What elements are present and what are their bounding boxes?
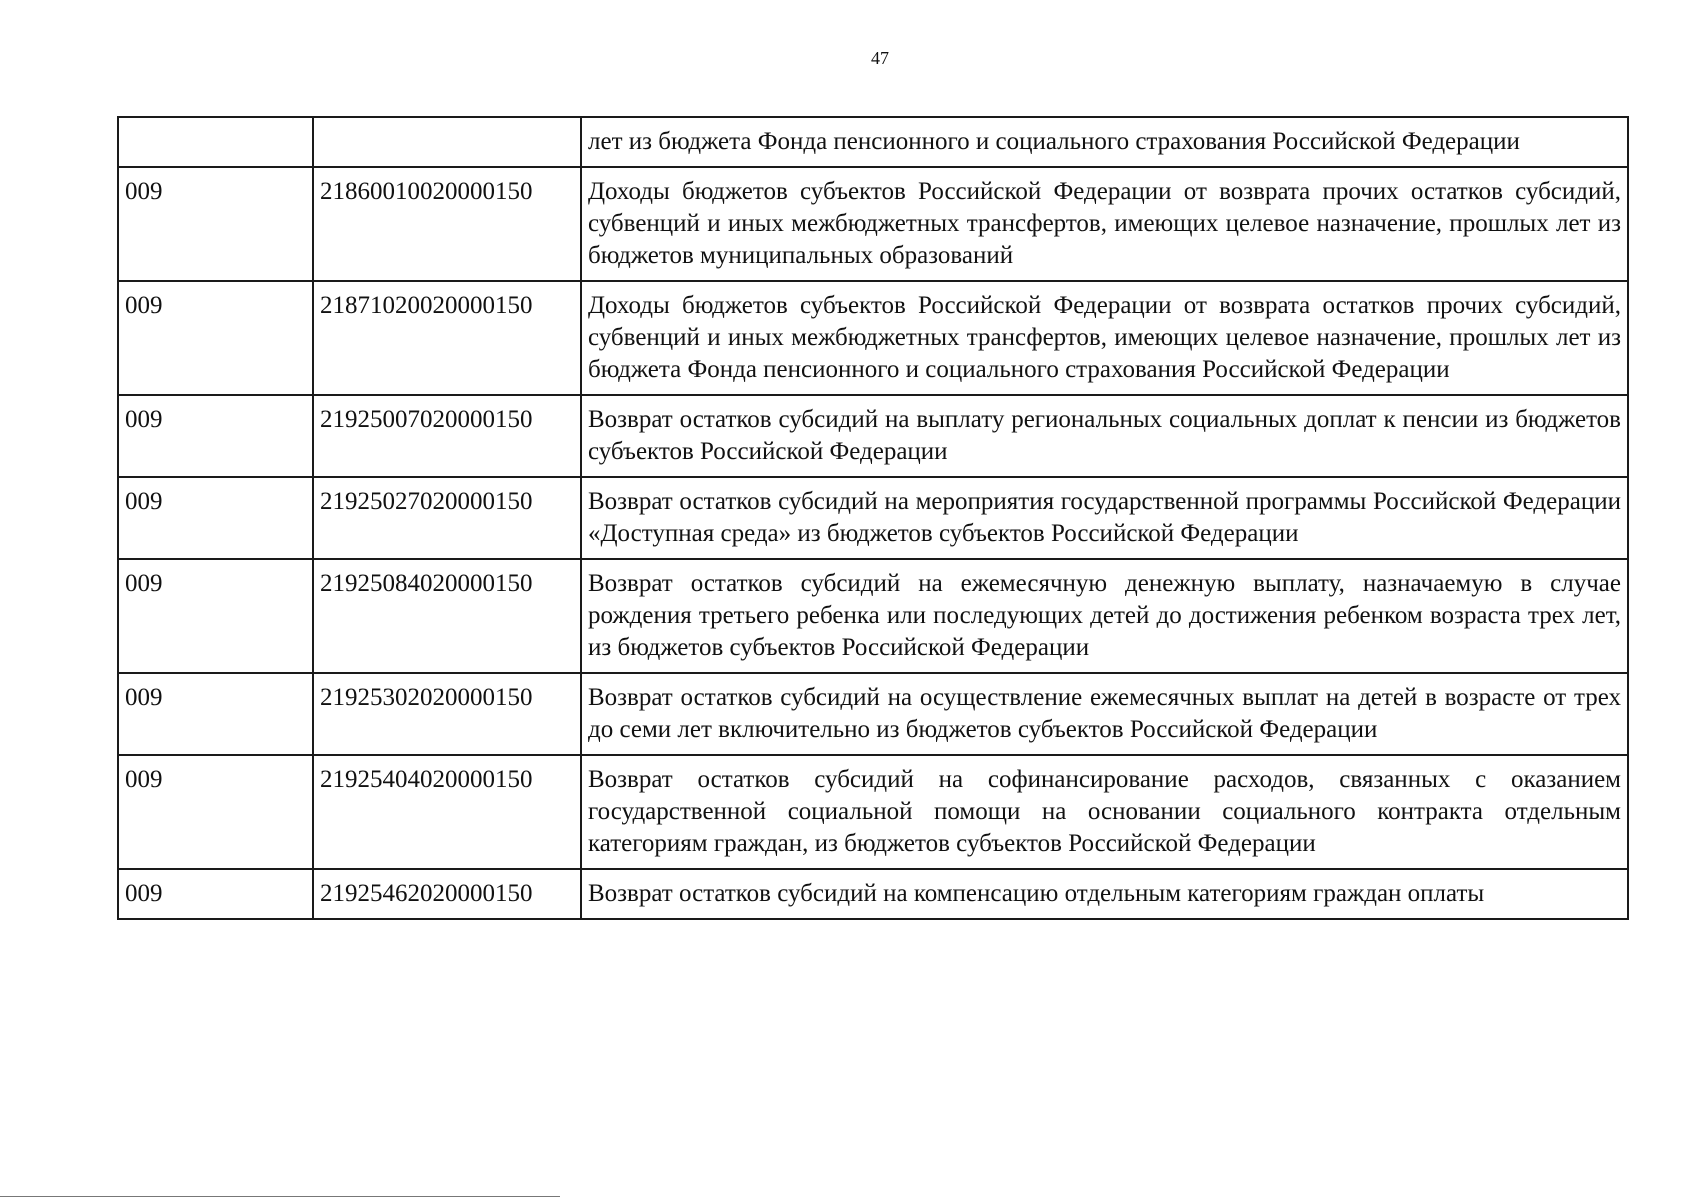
revenue-codes-table: [117, 116, 1629, 920]
revenue-name-cell: Возврат остатков субсидий на ежемесячную денежную выплату, назначаемую в случае рождения третьего ребенка или последующих детей до достижения ребенком возраста трех лет, из бюджетов субъектов Российской Федерации: [581, 559, 1628, 673]
table-row: [118, 673, 1628, 755]
admin-code-cell: 009: [118, 673, 313, 755]
revenue-name-cell: Возврат остатков субсидий на софинансирование расходов, связанных с оказанием государственной социальной помощи на основании социального контракта отдельным категориям граждан, из бюджетов субъектов Российской Федерации: [581, 755, 1628, 869]
revenue-name-cell: Возврат остатков субсидий на мероприятия государственной программы Российской Федерации «Доступная среда» из бюджетов субъектов Российской Федерации: [581, 477, 1628, 559]
revenue-code-cell: 21925302020000150: [313, 673, 581, 755]
admin-code-cell: [118, 117, 313, 167]
revenue-name-cell: Возврат остатков субсидий на выплату региональных социальных доплат к пенсии из бюджетов субъектов Российской Федерации: [581, 395, 1628, 477]
table-row: [118, 117, 1628, 167]
revenue-name-cell: лет из бюджета Фонда пенсионного и социального страхования Российской Федерации: [581, 117, 1628, 167]
table-row: [118, 559, 1628, 673]
revenue-code-cell: 21925027020000150: [313, 477, 581, 559]
table-row: [118, 869, 1628, 919]
revenue-code-cell: 21925007020000150: [313, 395, 581, 477]
admin-code-cell: 009: [118, 167, 313, 281]
revenue-code-cell: [313, 117, 581, 167]
table-row: [118, 755, 1628, 869]
revenue-code-cell: 21925084020000150: [313, 559, 581, 673]
revenue-name-cell: Возврат остатков субсидий на компенсацию отдельным категориям граждан оплаты: [581, 869, 1628, 919]
admin-code-cell: 009: [118, 395, 313, 477]
revenue-name-cell: Доходы бюджетов субъектов Российской Федерации от возврата прочих остатков субсидий, субвенций и иных межбюджетных трансфертов, имеющих целевое назначение, прошлых лет из бюджетов муниципальных образований: [581, 167, 1628, 281]
admin-code-cell: 009: [118, 477, 313, 559]
admin-code-cell: 009: [118, 755, 313, 869]
revenue-code-cell: 21925404020000150: [313, 755, 581, 869]
table-row: [118, 395, 1628, 477]
table-row: [118, 281, 1628, 395]
revenue-code-cell: 21860010020000150: [313, 167, 581, 281]
revenue-code-cell: 21871020020000150: [313, 281, 581, 395]
revenue-name-cell: Доходы бюджетов субъектов Российской Федерации от возврата остатков прочих субсидий, субвенций и иных межбюджетных трансфертов, имеющих целевое назначение, прошлых лет из бюджета Фонда пенсионного и социального страхования Российской Федерации: [581, 281, 1628, 395]
admin-code-cell: 009: [118, 281, 313, 395]
page-number: 47: [871, 48, 889, 68]
revenue-code-cell: 21925462020000150: [313, 869, 581, 919]
admin-code-cell: 009: [118, 869, 313, 919]
revenue-name-cell: Возврат остатков субсидий на осуществление ежемесячных выплат на детей в возрасте от трех до семи лет включительно из бюджетов субъектов Российской Федерации: [581, 673, 1628, 755]
table-row: [118, 167, 1628, 281]
scan-artifact-line: [0, 1196, 560, 1197]
admin-code-cell: 009: [118, 559, 313, 673]
table-row: [118, 477, 1628, 559]
